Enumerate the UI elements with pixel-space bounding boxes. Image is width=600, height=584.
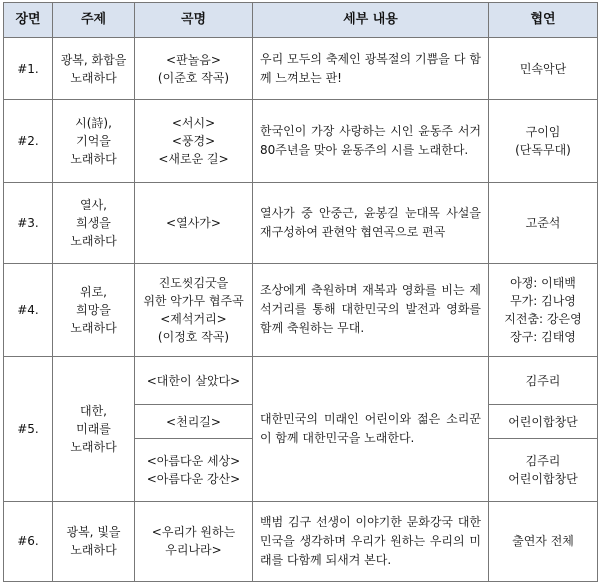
theme-cell-line: 위로,	[80, 284, 107, 299]
scene-number: #3.	[4, 182, 53, 263]
song-cell	[135, 263, 253, 356]
collab-cell-line: 아쟁: 이태백	[510, 275, 576, 290]
header-song: 곡명	[135, 3, 253, 38]
header-collab: 협연	[489, 3, 598, 38]
table-row	[4, 100, 598, 182]
theme-cell	[53, 501, 135, 581]
theme-cell	[53, 38, 135, 100]
collab-cell-line: 고준석	[525, 215, 561, 230]
collab-cell	[489, 182, 598, 263]
collab-cell-line: 구이임	[525, 124, 561, 139]
theme-cell	[53, 357, 135, 502]
detail-cell: 백범 김구 선생이 이야기한 문화강국 대한민국을 생각하며 우리가 원하는 우리의 미래를 다함께 되새겨 본다.	[253, 501, 489, 581]
theme-cell-line: 노래하다	[70, 543, 117, 558]
collab-cell	[489, 357, 598, 405]
detail-cell: 우리 모두의 축제인 광복절의 기쁨을 다 함께 느껴보는 판!	[253, 38, 489, 100]
header-scene: 장면	[4, 3, 53, 38]
theme-cell-line: 노래하다	[70, 70, 117, 85]
song-cell-line: <천리길>	[166, 414, 221, 429]
detail-cell: 한국인이 가장 사랑하는 시인 윤동주 서거 80주년을 맞아 윤동주의 시를 노래한다.	[253, 100, 489, 182]
theme-cell	[53, 182, 135, 263]
song-cell	[135, 501, 253, 581]
theme-cell-line: 희생을	[76, 215, 111, 230]
collab-cell	[489, 405, 598, 439]
song-cell-line: <아름다운 강산>	[146, 472, 241, 487]
collab-cell	[489, 439, 598, 501]
theme-cell-line: 노래하다	[70, 233, 117, 248]
scene-number: #6.	[4, 501, 53, 581]
scene-number: #2.	[4, 100, 53, 182]
theme-cell-line: 미래를	[76, 421, 111, 436]
collab-cell-line: 출연자 전체	[512, 534, 574, 549]
theme-cell-line: 희망을	[76, 302, 111, 317]
song-cell	[135, 405, 253, 439]
song-cell-line: (이정호 작곡)	[157, 329, 230, 344]
theme-cell-line: 광복, 화합을	[60, 52, 127, 67]
collab-cell-line: 김주리	[525, 373, 561, 388]
song-cell-line: (이준호 작곡)	[157, 70, 230, 85]
collab-cell	[489, 263, 598, 356]
collab-cell-line: 김주리	[525, 454, 561, 469]
collab-cell-line: 민속악단	[519, 61, 567, 76]
song-cell	[135, 439, 253, 501]
collab-cell	[489, 38, 598, 100]
collab-cell-line: 어린이합창단	[508, 414, 578, 429]
theme-cell-line: 시(詩),	[75, 115, 112, 130]
header-theme: 주제	[53, 3, 135, 38]
song-cell	[135, 357, 253, 405]
song-cell	[135, 182, 253, 263]
theme-cell-line: 기억을	[76, 133, 111, 148]
detail-cell: 열사가 중 안중근, 윤봉길 눈대목 사설을 재구성하여 관현악 협연곡으로 편곡	[253, 182, 489, 263]
table-row	[4, 182, 598, 263]
table-body	[4, 38, 598, 582]
song-cell-line: <판놀음>	[166, 52, 221, 67]
collab-cell-line: 어린이합창단	[508, 472, 578, 487]
collab-cell	[489, 501, 598, 581]
collab-cell-line: (단독무대)	[515, 142, 571, 157]
table-row	[4, 357, 598, 405]
theme-cell-line: 대한,	[80, 403, 107, 418]
song-cell-line: <열사가>	[166, 215, 221, 230]
theme-cell	[53, 263, 135, 356]
collab-cell-line: 무가: 김나영	[510, 293, 576, 308]
song-cell	[135, 100, 253, 182]
song-cell-line: 위한 악가무 협주곡	[143, 293, 244, 308]
song-cell-line: <우리가 원하는	[151, 525, 236, 540]
song-cell-line: <제석거리>	[160, 311, 227, 326]
program-table	[3, 2, 598, 582]
scene-number: #1.	[4, 38, 53, 100]
song-cell-line: <아름다운 세상>	[146, 454, 241, 469]
theme-cell	[53, 100, 135, 182]
table-header	[4, 3, 598, 38]
scene-number: #5.	[4, 357, 53, 502]
song-cell-line: 우리나라>	[165, 543, 222, 558]
song-cell-line: <서시>	[171, 115, 216, 130]
table-row	[4, 501, 598, 581]
song-cell-line: 진도씻김굿을	[158, 275, 229, 290]
song-cell-line: <대한이 살았다>	[146, 373, 241, 388]
collab-cell	[489, 100, 598, 182]
header-row	[4, 3, 598, 38]
theme-cell-line: 광복, 빛을	[66, 525, 121, 540]
theme-cell-line: 노래하다	[70, 439, 117, 454]
table-row	[4, 38, 598, 100]
theme-cell-line: 노래하다	[70, 151, 117, 166]
song-cell-line: <새로운 길>	[158, 151, 229, 166]
collab-cell-line: 지전춤: 강은영	[504, 311, 582, 326]
scene-number: #4.	[4, 263, 53, 356]
collab-cell-line: 장구: 김태영	[510, 329, 576, 344]
song-cell	[135, 38, 253, 100]
theme-cell-line: 열사,	[80, 197, 107, 212]
header-detail: 세부 내용	[253, 3, 489, 38]
song-cell-line: <풍경>	[171, 133, 216, 148]
detail-cell: 대한민국의 미래인 어린이와 젊은 소리꾼이 함께 대한민국을 노래한다.	[253, 357, 489, 502]
theme-cell-line: 노래하다	[70, 320, 117, 335]
table-row	[4, 263, 598, 356]
detail-cell: 조상에게 축원하며 재복과 영화를 비는 제석거리를 통해 대한민국의 발전과 영화를 함께 축원하는 무대.	[253, 263, 489, 356]
